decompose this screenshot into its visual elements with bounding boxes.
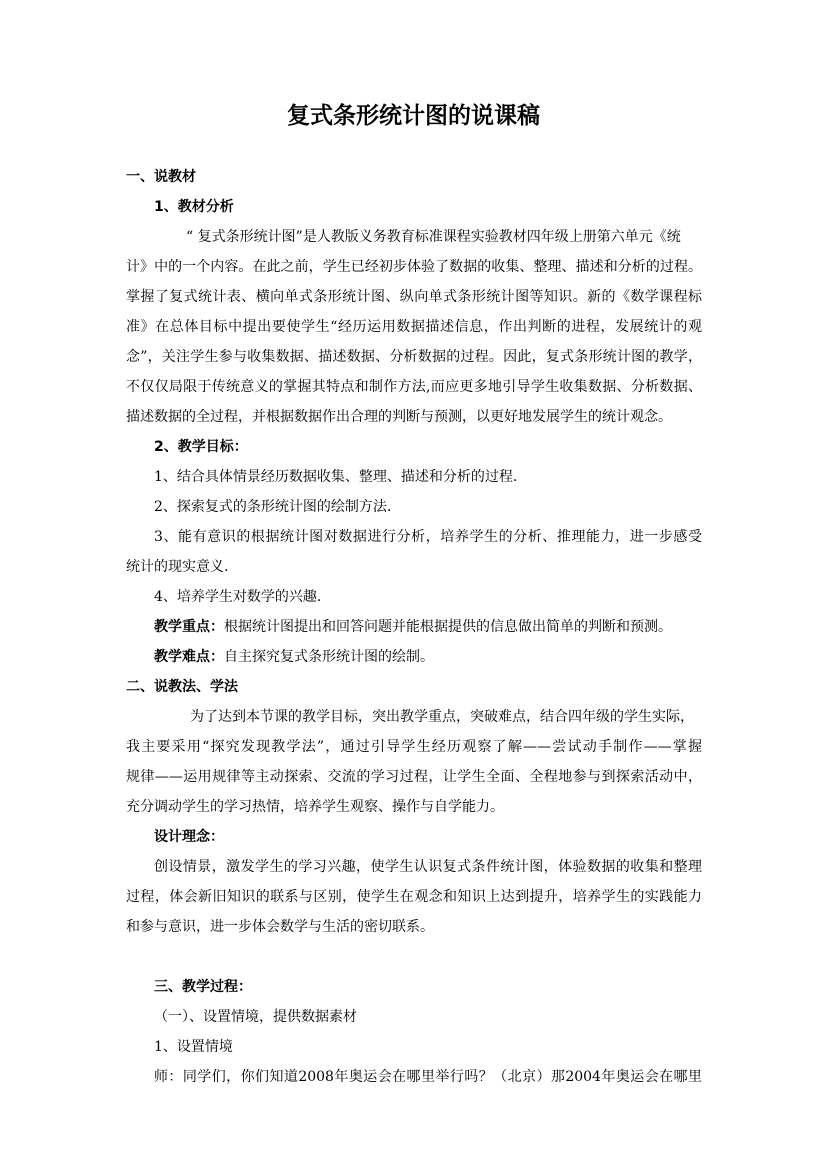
paragraph-line: 描述数据的全过程，并根据数据作出合理的判断与预测，以更好地发展学生的统计观念。 <box>126 409 672 425</box>
sub-heading-set-scene: 1、设置情境 <box>154 1039 233 1055</box>
difficult-point-label: 教学难点： <box>154 649 224 665</box>
dialog-line: 师：同学们，你们知道2008年奥运会在哪里举行吗？（北京）那2004年奥运会在哪里 <box>154 1069 702 1085</box>
difficult-point <box>154 647 434 667</box>
key-point <box>154 617 672 637</box>
paragraph-line: 过程，体会新旧知识的联系与区别，使学生在观念和知识上达到提升，培养学生的实践能力 <box>126 889 702 905</box>
subheading-material-analysis: 1、教材分析 <box>154 199 234 215</box>
step-heading: （一）、设置情境，提供数据素材 <box>154 1009 357 1025</box>
section-heading-3: 三、教学过程： <box>154 979 252 995</box>
page-title: 复式条形统计图的说课稿 <box>287 103 540 129</box>
paragraph-line: 创设情景，激发学生的学习兴趣，使学生认识复式条件统计图，体验数据的收集和整理 <box>154 859 702 875</box>
paragraph-line: 为了达到本节课的教学目标，突出教学重点，突破难点，结合四年级的学生实际， <box>190 709 694 725</box>
subheading-teaching-goals: 2、教学目标： <box>154 439 248 455</box>
paragraph-line: 我主要采用“探究发现教学法”，通过引导学生经历观察了解——尝试动手制作——掌握 <box>126 739 702 755</box>
paragraph-line: 和参与意识，进一步体会数学与生活的密切联系。 <box>126 919 434 935</box>
goal-item: 1、结合具体情景经历数据收集、整理、描述和分析的过程. <box>154 469 518 485</box>
section-heading-2: 二、说教法、学法 <box>126 679 238 695</box>
difficult-point-text: 自主探究复式条形统计图的绘制。 <box>224 649 434 665</box>
goal-item: 4、培养学生对数学的兴趣. <box>154 589 322 605</box>
paragraph-line: 念”，关注学生参与收集数据、描述数据、分析数据的过程。因此，复式条形统计图的教学， <box>126 349 702 365</box>
key-point-text: 根据统计图提出和回答问题并能根据提供的信息做出简单的判断和预测。 <box>224 619 672 635</box>
paragraph-line: 规律——运用规律等主动探索、交流的学习过程，让学生全面、全程地参与到探索活动中， <box>126 769 702 785</box>
paragraph-line: “ 复式条形统计图”是人教版义务教育标准课程实验教材四年级上册第六单元《统 <box>186 229 681 245</box>
goal-item-continued: 统计的现实意义. <box>126 559 229 575</box>
paragraph-line: 不仅仅局限于传统意义的掌握其特点和制作方法,而应更多地引导学生收集数据、分析数据、 <box>126 379 702 395</box>
goal-item: 2、探索复式的条形统计图的绘制方法. <box>154 499 392 515</box>
key-point-label: 教学重点： <box>154 619 224 635</box>
paragraph-line: 充分调动学生的学习热情，培养学生观察、操作与自学能力。 <box>126 799 504 815</box>
section-heading-1: 一、说教材 <box>126 169 196 185</box>
design-concept-label: 设计理念： <box>154 829 224 845</box>
paragraph-line: 准》在总体目标中提出要使学生“经历运用数据描述信息，作出判断的进程，发展统计的观 <box>126 319 702 335</box>
paragraph-line: 计》中的一个内容。在此之前，学生已经初步体验了数据的收集、整理、描述和分析的过程。 <box>126 259 702 275</box>
goal-item: 3、能有意识的根据统计图对数据进行分析，培养学生的分析、推理能力，进一步感受 <box>154 529 702 545</box>
paragraph-line: 掌握了复式统计表、横向单式条形统计图、纵向单式条形统计图等知识。新的《数学课程标 <box>126 289 702 305</box>
